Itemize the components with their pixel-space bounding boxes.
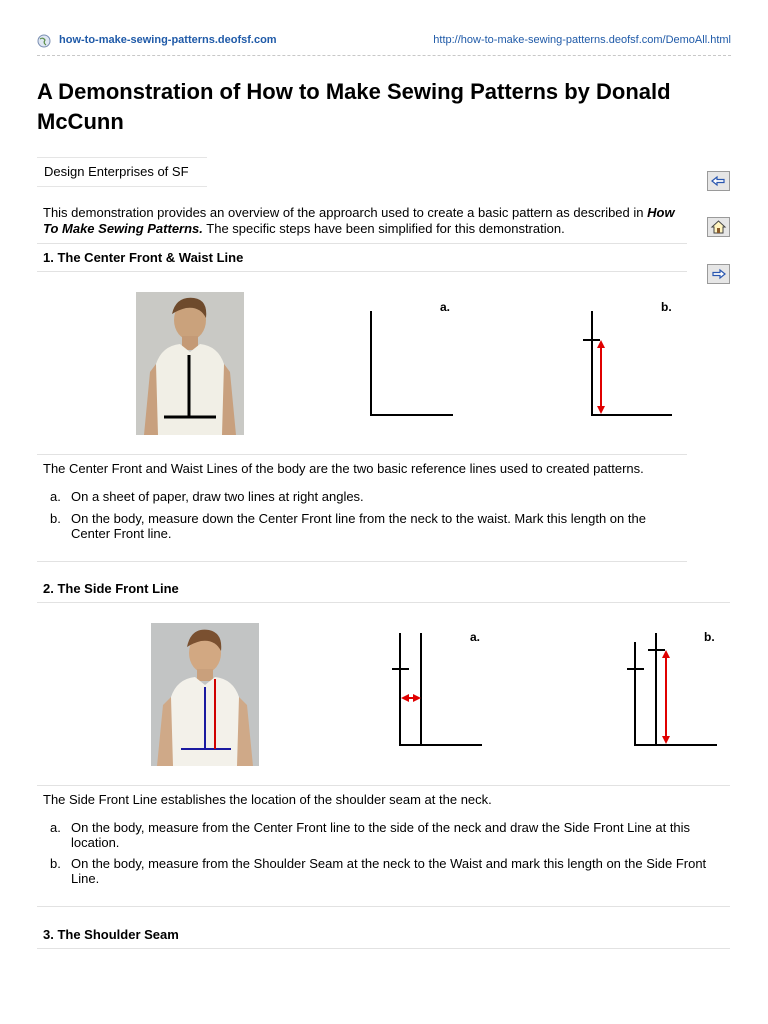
divider (37, 906, 730, 907)
intro-paragraph: This demonstration provides an overview of the approarch used to create a basic pattern as described in How To Make Sewing Patterns. The specific steps have been simplified for this demonstration. (43, 205, 675, 236)
section-2-title: 2. The Side Front Line (43, 581, 179, 596)
diagram-1a (360, 298, 470, 420)
next-button[interactable] (707, 264, 730, 284)
diagram-label: b. (661, 300, 672, 314)
diagram-2b (620, 628, 730, 750)
model-photo-center-front (136, 292, 244, 435)
divider (37, 454, 687, 455)
back-arrow-icon (708, 172, 729, 190)
section-1-description: The Center Front and Waist Lines of the body are the two basic reference lines used to created patterns. (43, 461, 644, 476)
site-link[interactable]: how-to-make-sewing-patterns.deofsf.com (59, 34, 277, 46)
publisher-name: Design Enterprises of SF (37, 157, 207, 187)
diagram-label: a. (440, 300, 451, 314)
globe-icon (37, 34, 51, 48)
divider (37, 785, 730, 786)
forward-arrow-icon (708, 265, 729, 283)
divider (37, 561, 687, 562)
back-button[interactable] (707, 171, 730, 191)
diagram-1b (578, 298, 688, 420)
section-3-title: 3. The Shoulder Seam (43, 927, 179, 942)
diagram-2a (385, 628, 495, 750)
divider (37, 948, 730, 949)
home-button[interactable] (707, 217, 730, 237)
section-2-description: The Side Front Line establishes the location of the shoulder seam at the neck. (43, 792, 492, 807)
divider (37, 243, 687, 244)
divider (37, 602, 730, 603)
page-title: A Demonstration of How to Make Sewing Patterns by Donald McCunn (37, 79, 671, 134)
book-title: How To Make Sewing Patterns. (43, 205, 675, 236)
section-1-title: 1. The Center Front & Waist Line (43, 250, 244, 265)
diagram-label: a. (470, 630, 481, 644)
diagram-label: b. (704, 630, 715, 644)
model-photo-side-front (151, 623, 259, 766)
divider (37, 271, 687, 272)
home-icon (708, 218, 729, 236)
page-url-link[interactable]: http://how-to-make-sewing-patterns.deofsf.com/DemoAll.html (433, 34, 731, 46)
header-divider (37, 55, 731, 56)
